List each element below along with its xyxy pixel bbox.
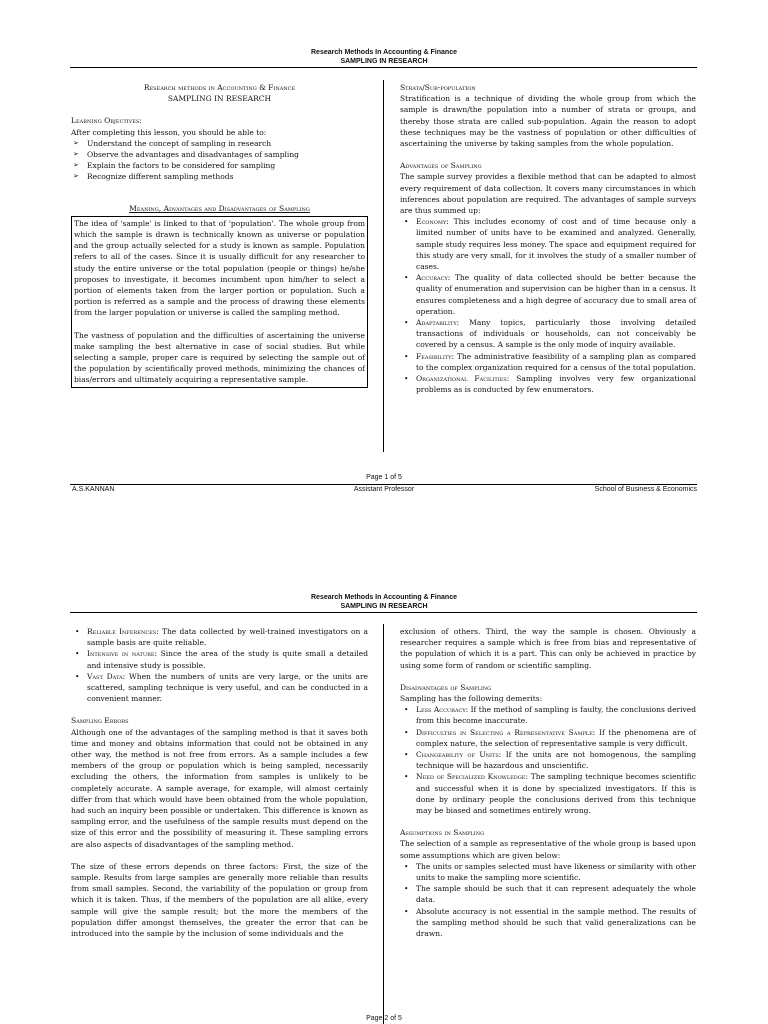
column-divider xyxy=(383,80,384,452)
right-column xyxy=(400,626,696,939)
item-text: If the method of sampling is faulty, the conclusions derived from this become inaccurate. xyxy=(416,705,696,726)
list-item: ➢ Observe the advantages and disadvantages of sampling xyxy=(71,149,368,160)
learning-objectives-intro: After completing this lesson, you should be able to: xyxy=(71,127,267,137)
running-header-course: Research Methods In Accounting & Finance xyxy=(311,49,457,56)
learning-objectives-heading: Learning Objectives: xyxy=(71,116,142,126)
advantages-list-continued xyxy=(71,626,368,704)
item-text: The data collected by well-trained investigators on a sample basis are quite reliable. xyxy=(87,627,368,648)
list-item: • Absolute accuracy is not essential in the sample method. The results of the sampling method should be such that valid generalizations can be drawn. xyxy=(400,906,696,940)
disadvantages-heading: Disadvantages of Sampling xyxy=(400,682,492,692)
lesson-title-topic: SAMPLING IN RESEARCH xyxy=(167,94,272,104)
footer-school: School of Business & Economics xyxy=(594,486,697,493)
disadvantages-list xyxy=(400,704,696,816)
right-column xyxy=(400,82,696,395)
item-text: The quality of data collected should be better because the quality of enumeration and supervision can be higher than in a census. It ensures completeness and a high degree of accuracy due to small area of operation. xyxy=(416,273,696,316)
assumptions-intro: The selection of a sample as representative of the whole group is based upon some assumptions which are given below: xyxy=(400,839,696,860)
lesson-title-course: Research methods in Accounting & Finance xyxy=(143,83,296,92)
item-term: Need of Specialized Knowledge: xyxy=(416,772,528,782)
item-term: Organizational Facilities: xyxy=(416,374,510,384)
item-text: The administrative feasibility of a sampling plan as compared to the complex organization required for a census of the total population. xyxy=(416,351,696,372)
item-term: Difficulties in Selecting a Representative Sample: xyxy=(416,727,596,737)
item-text: Many topics, particularly those involving detailed transactions of individuals or households, can not conceivably be covered by a census. A sample is the only mode of inquiry available. xyxy=(416,318,696,350)
item-term: Less Accuracy: xyxy=(416,705,469,715)
header-rule xyxy=(70,612,697,613)
assumptions-list xyxy=(400,861,696,939)
item-term: Vast Data: xyxy=(87,671,126,681)
list-item xyxy=(400,317,696,351)
list-item xyxy=(71,648,368,670)
footer-author: A.S.KANNAN xyxy=(72,486,115,493)
list-item xyxy=(400,704,696,726)
document-page-2 xyxy=(0,590,768,1024)
errors-continued-paragraph: exclusion of others. Third, the way the sample is chosen. Obviously a researcher requires a sample which is free from bias and representative of the population of which it is a part. This can only be achieved in practice by using some form of random or scientific sampling. xyxy=(400,627,696,670)
item-term: Accuracy: xyxy=(416,273,451,283)
list-item xyxy=(400,272,696,317)
item-term: Intensive in nature: xyxy=(87,649,158,659)
item-text: Since the area of the study is quite small a detailed and intensive study is possible. xyxy=(87,649,368,670)
list-item xyxy=(400,749,696,771)
strata-paragraph: Stratification is a technique of dividing the whole group from which the sample is drawn/the population into a number of strata or groups, and thereby those strata are called sub-population. Again the reason to adopt these techniques may be the vastness of population or other difficulties of ascertaining the universe by taking samples from the whole population. xyxy=(400,94,696,149)
left-column xyxy=(71,82,368,388)
assumptions-heading: Assumptions in Sampling xyxy=(400,828,485,838)
objectives-list xyxy=(71,138,368,183)
item-text: When the numbers of units are very large, or the units are scattered, sampling technique is very useful, and can be conducted in a convenient manner. xyxy=(87,671,368,704)
page-number: Page 2 of 5 xyxy=(366,1015,402,1022)
list-item xyxy=(71,626,368,648)
list-item xyxy=(71,671,368,705)
sampling-errors-paragraph-1: Although one of the advantages of the sampling method is that it saves both time and money and obtains information that could not be obtained in any other way, the method is not free from errors. As a sample includes a few members of the group or population which is being sampled, necessarily excluding the others, the information from samples is unlikely to be completely accurate. A sample average, for example, will almost certainly differ from that which would have been obtained from the whole population, had such an inquiry been possible or undertaken. This difference is known as sampling error, and the usefulness of the sample results must depend on the size of this error and the possibility of measuring it. These sampling errors are also aspects of disadvantages of the sampling method. xyxy=(71,727,368,849)
item-term: Economy: xyxy=(416,217,449,227)
running-header-topic: SAMPLING IN RESEARCH xyxy=(340,58,428,65)
item-text: This includes economy of cost and of time because only a limited number of units have to be examined and analyzed. Generally, sample study requires less money. The space and equipment required for this study are very small, for it involves the study of a smaller number of cases. xyxy=(416,217,696,272)
list-item xyxy=(400,216,696,272)
meaning-heading: Meaning, Advantages and Disadvantages of Sampling xyxy=(129,203,310,213)
item-term: Reliable Inferences: xyxy=(87,627,159,636)
item-text: If the units are not homogenous, the sampling technique will be hazardous and unscientific. xyxy=(416,750,697,771)
sampling-errors-heading: Sampling Errors xyxy=(71,716,129,726)
strata-heading: Strata/Sub-population xyxy=(400,83,476,92)
item-term: Changeability of Units: xyxy=(416,750,502,760)
header-rule xyxy=(70,67,697,68)
advantages-intro: The sample survey provides a flexible method that can be adapted to almost every requirement of data collection. It covers many circumstances in which inferences about population are required. The advantages of sample surveys are thus summed up: xyxy=(400,172,696,216)
running-header-topic: SAMPLING IN RESEARCH xyxy=(340,603,428,610)
running-header-course: Research Methods In Accounting & Finance xyxy=(311,594,457,601)
advantages-heading: Advantages of Sampling xyxy=(400,161,482,171)
list-item xyxy=(400,771,696,816)
left-column xyxy=(71,626,368,939)
list-item xyxy=(400,373,696,395)
column-divider xyxy=(383,624,384,1024)
page-number: Page 1 of 5 xyxy=(366,474,402,481)
footer-position: Assistant Professor xyxy=(353,486,415,493)
item-text: The sampling technique becomes scientific and successful when it is done by specialized investigators. If this is done by ordinary people the conclusions derived from this technique may be biased and sometimes entirely wrong. xyxy=(416,772,697,816)
item-term: Adaptability: xyxy=(416,318,460,328)
meaning-paragraph-1: The idea of 'sample' is linked to that of 'population'. The whole group from which the sample is drawn is technically known as universe or population and the group actually selected for a study is known as sample. Population refers to all of the cases. Since it is usually difficult for any researcher to study the entire universe or the total population (people or things) he/she proposes to investigate, it becomes incumbent upon him/her to select a portion of elements taken from the larger portion or population. Such a portion is referred as a sample and the process of drawing these elements from the larger population or universe is called the sampling method. xyxy=(74,218,365,318)
list-item: • The sample should be such that it can represent adequately the whole data. xyxy=(400,883,696,905)
item-text: If the phenomena are of complex nature, the selection of representative sample is very difficult. xyxy=(416,727,697,748)
list-item xyxy=(400,727,696,749)
list-item: ➢ Recognize different sampling methods xyxy=(71,171,368,182)
advantages-list xyxy=(400,216,696,395)
list-item: ➢ Explain the factors to be considered for sampling xyxy=(71,160,368,171)
list-item: • The units or samples selected must have likeness or similarity with other units to make the sampling more scientific. xyxy=(400,861,696,883)
item-term: Feasibility: xyxy=(416,351,454,361)
disadvantages-intro: Sampling has the following demerits: xyxy=(400,694,543,704)
item-text: Sampling involves very few organizational problems as is conducted by few enumerators. xyxy=(416,374,697,395)
meaning-paragraph-2: The vastness of population and the difficulties of ascertaining the universe make sampling the best alternative in case of social studies. But while selecting a sample, proper care is required by selecting the sample out of the population by scientifically proved methods, minimizing the chances of bias/errors and ultimately acquiring a representative sample. xyxy=(74,330,365,385)
list-item: ➢ Understand the concept of sampling in research xyxy=(71,138,368,149)
document-page-1 xyxy=(0,0,768,500)
footer-rule xyxy=(70,484,697,485)
sampling-errors-paragraph-2: The size of these errors depends on three factors: First, the size of the sample. Results from large samples are generally more reliable than results from small samples. Second, the variability of the population or group from which it is taken. Thus, if the members of the population are all alike, every sample will give the sample result; but the more the members of the population differ amongst themselves, the greater the error that can be introduced into the sample by the inclusion of some individuals and the xyxy=(71,861,368,939)
list-item xyxy=(400,351,696,373)
meaning-box xyxy=(71,216,368,388)
